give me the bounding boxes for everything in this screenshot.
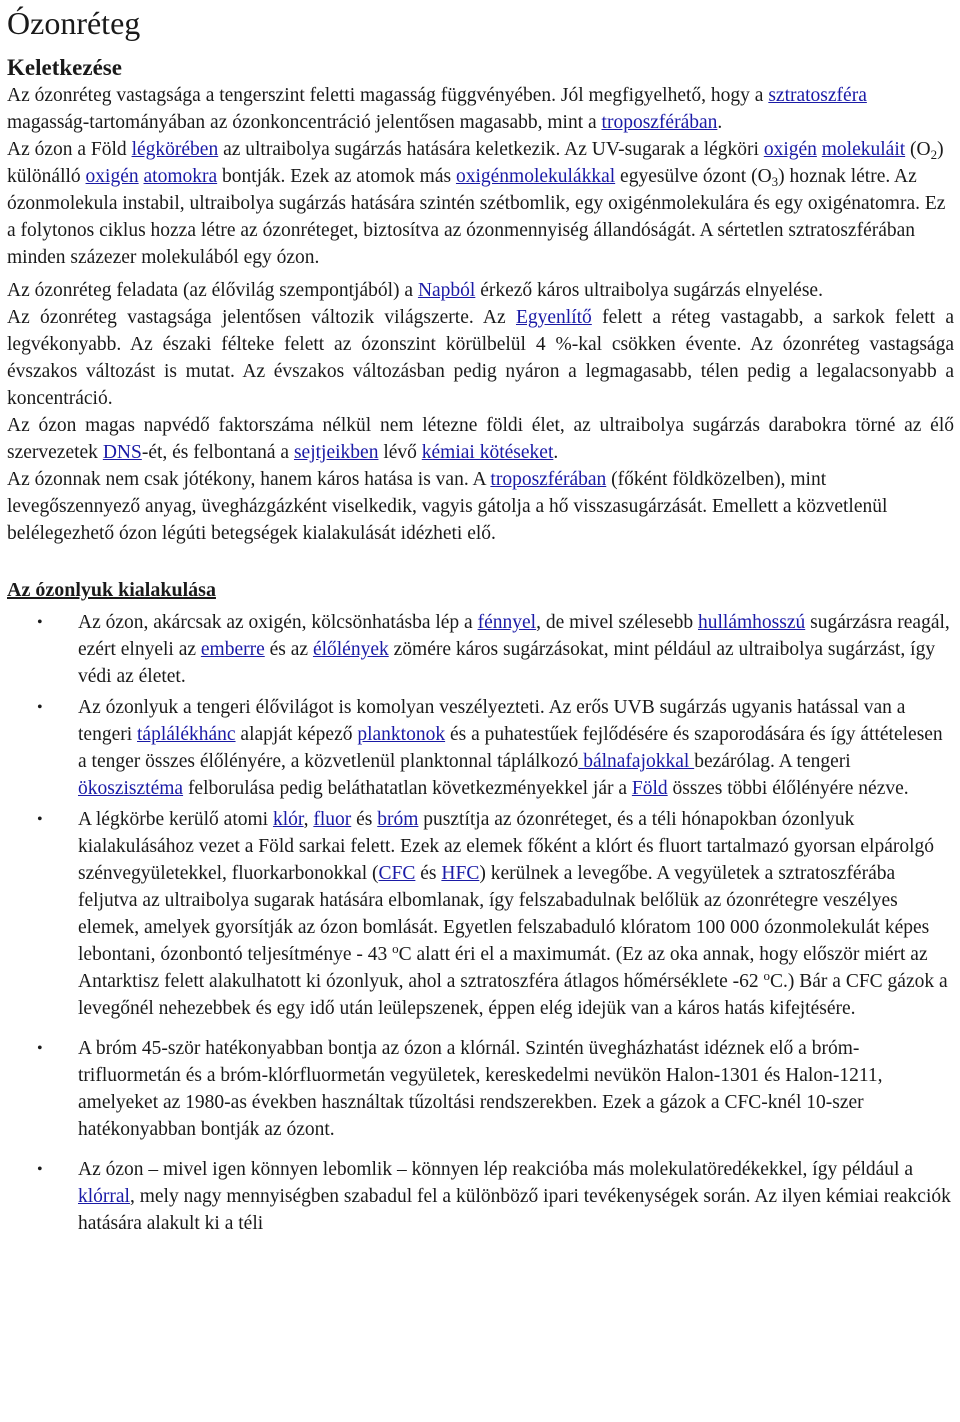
link-troposzferaban-2[interactable]: troposzférában: [490, 469, 607, 490]
link-sejtjeikben[interactable]: sejtjeikben: [293, 442, 379, 463]
link-troposzferaban[interactable]: troposzférában: [601, 112, 718, 133]
list-item: • A légkörbe kerülő atomi klór, fluor és bróm pusztítja az ózonréteget, és a téli hónapokban ózonlyuk kialakulásához vezet a Föld sarkai felett. Ezek az elemek főként a klórt és fluort tartalmazó gyorsan elpárolgó szénvegyületekkel, fluorkarbonokkal (CFC és HFC) kerülnek a levegőbe. A vegyületek a sztratoszférába feljutva az ultraibolya sugarak hatására elbomlanak, így felszabadulnak belőlük az ózonrétegre veszélyes elemek, amelyek gyorsítják az ózon bomlását. Egyetlen felszabaduló klóratom 100 000 ózonmolekulát képes lebontani, ózonbontó teljesítménye - 43 $^o$C alatt éri el a maximumát. (Ez az oka annak, hogy először miért az Antarktisz felett alakulhatott ki ózonlyuk, ahol a sztratoszféra átlagos hőmérséklete -62 $^o$C.) Bár a CFC gázok a levegőnél nehezebbek és egy idő után leülepszenek, éppen elég idejük van a káros hatás kifejtésére.: [7, 806, 954, 1022]
link-planktonok[interactable]: planktonok: [357, 724, 446, 745]
link-emberre[interactable]: emberre: [200, 639, 265, 660]
link-fluor[interactable]: fluor: [313, 809, 352, 830]
link-oxigenmolekulakkal[interactable]: oxigénmolekulákkal: [455, 166, 616, 187]
link-balnafajokkal[interactable]: bálnafajokkal: [578, 751, 695, 772]
link-klorral[interactable]: klórral: [78, 1186, 130, 1207]
paragraph-function: Az ózonréteg feladata (az élővilág szempontjából) a Napból érkező káros ultraibolya sugárzás elnyelése.: [7, 280, 823, 301]
bullet-icon: •: [37, 1161, 43, 1178]
bullet-icon: •: [37, 699, 43, 716]
paragraph-thickness: Az ózonréteg vastagsága jelentősen változik világszerte. Az Egyenlítő felett a réteg vastagabb, a sarkok felett a legvékonyabb. Az északi félteke felett az ózonszint körülbelül 4 %-kal csökken évente. Az ózonréteg vastagsága évszakos változást is mutat. Az évszakos változásban pedig nyáron a legmagasabb, télen pedig a legalacsonyabb a koncentráció.: [7, 307, 954, 409]
link-fold[interactable]: Föld: [631, 778, 668, 799]
ozone-hole-list: [7, 609, 954, 1237]
paragraph-formation: Az ózon a Föld légkörében az ultraibolya sugárzás hatására keletkezik. Az UV-sugarak a légköri oxigén molekuláit $(O_2)$ különálló oxigén atomokra bontják. Ezek az atomok más oxigénmolekulákkal egyesülve ózont $(O_3)$ hoznak létre. Az ózonmolekula instabil, ultraibolya sugárzás hatására szintén szétbomlik, egy oxigénmolekulára és egy oxigénatomra. Ez a folytonos ciklus hozza létre az ózonréteget, biztosítva az ózonmennyiség állandóságát. A sértetlen sztratoszférában minden százezer molekulából egy ózon.: [7, 139, 946, 268]
link-okoszisztema[interactable]: ökoszisztéma: [78, 778, 184, 799]
bullet-icon: •: [37, 811, 43, 828]
paragraph-intro: Az ózonréteg vastagsága a tengerszint feletti magasság függvényében. Jól megfigyelhető, hogy a sztratoszféra magasság-tartományában az ózonkoncentráció jelentősen magasabb, mint a troposzférában.: [7, 85, 867, 133]
link-elolenyek[interactable]: élőlények: [312, 639, 389, 660]
bullet-icon: •: [37, 1040, 43, 1057]
link-dns[interactable]: DNS: [102, 442, 142, 463]
section-heading-ozonlyuk: Az ózonlyuk kialakulása: [7, 579, 216, 601]
link-oxigen-2[interactable]: oxigén: [85, 166, 139, 187]
section-heading-keletkezese: Keletkezése: [7, 55, 122, 80]
link-napbol[interactable]: Napból: [417, 280, 476, 301]
link-taplalekhanc[interactable]: táplálékhánc: [137, 724, 236, 745]
link-brom[interactable]: bróm: [377, 809, 419, 830]
list-item: • Az ózonlyuk a tengeri élővilágot is komolyan veszélyezteti. Az erős UVB sugárzás ugyanis hatással van a tengeri táplálékhánc alapját képező planktonok és a puhatestűek fejlődésére és szaporodására és így áttételesen a tenger összes élőlényére, a közvetlenül planktonnal táplálkozó bálnafajokkal bezárólag. A tengeri ökoszisztéma felborulása pedig beláthatatlan következményekkel jár a Föld összes többi élőlényére nézve.: [7, 694, 954, 802]
bullet-icon: •: [37, 614, 43, 631]
link-hullamhosszu[interactable]: hullámhosszú: [697, 612, 806, 633]
page-title: Ózonréteg: [7, 5, 141, 41]
list-item: • Az ózon, akárcsak az oxigén, kölcsönhatásba lép a fénnyel, de mivel szélesebb hullámhosszú sugárzásra reagál, ezért elnyeli az emberre és az élőlények zömére káros sugárzásokat, mint például az ultraibolya sugárzást, így védi az életet.: [7, 609, 954, 690]
link-kemiai-koteseket[interactable]: kémiai kötéseket: [421, 442, 554, 463]
link-egyenlito[interactable]: Egyenlítő: [515, 307, 592, 328]
link-oxigen[interactable]: oxigén: [763, 139, 817, 160]
paragraph-harm: Az ózonnak nem csak jótékony, hanem káros hatása is van. A troposzférában (főként földközelben), mint levegőszennyező anyag, üvegházgázként viselkedik, vagyis gátolja a hő visszasugárzását. Emellett a közvetlenül belélegezhető ózon légúti betegségek kialakulását idézheti elő.: [7, 469, 888, 544]
list-item: • A bróm 45-ször hatékonyabban bontja az ózon a klórnál. Szintén üvegházhatást idéznek elő a bróm-trifluormetán és a bróm-klórfluormetán vegyületek, kereskedelmi nevükön Halon-1301 és Halon-1211, amelyeket az 1980-as években használtak tűzoltási rendszerekben. Ezek a gázok a CFC-knél 10-szer hatékonyabban bontják az ózont.: [7, 1035, 954, 1143]
link-atomokra[interactable]: atomokra: [143, 166, 218, 187]
link-legkoreben[interactable]: légkörében: [131, 139, 219, 160]
link-fennyel[interactable]: fénnyel: [477, 612, 537, 633]
document-page: [0, 4, 960, 1237]
link-cfc[interactable]: CFC: [378, 863, 416, 884]
paragraph-protection: Az ózon magas napvédő faktorszáma nélkül nem létezne földi élet, az ultraibolya sugárzás darabokra törné az élő szervezetek DNS-ét, és felbontaná a sejtjeikben lévő kémiai kötéseket.: [7, 415, 954, 463]
link-klor[interactable]: klór: [272, 809, 304, 830]
list-item: • Az ózon – mivel igen könnyen lebomlik – könnyen lép reakcióba más molekulatöredékekkel, így például a klórral, mely nagy mennyiségben szabadul fel a különböző ipari tevékenységek során. Az ilyen kémiai reakciók hatására alakult ki a téli: [7, 1156, 954, 1237]
link-molekulait[interactable]: molekuláit: [821, 139, 906, 160]
link-sztratoszfera[interactable]: sztratoszféra: [768, 85, 867, 106]
link-hfc[interactable]: HFC: [441, 863, 480, 884]
